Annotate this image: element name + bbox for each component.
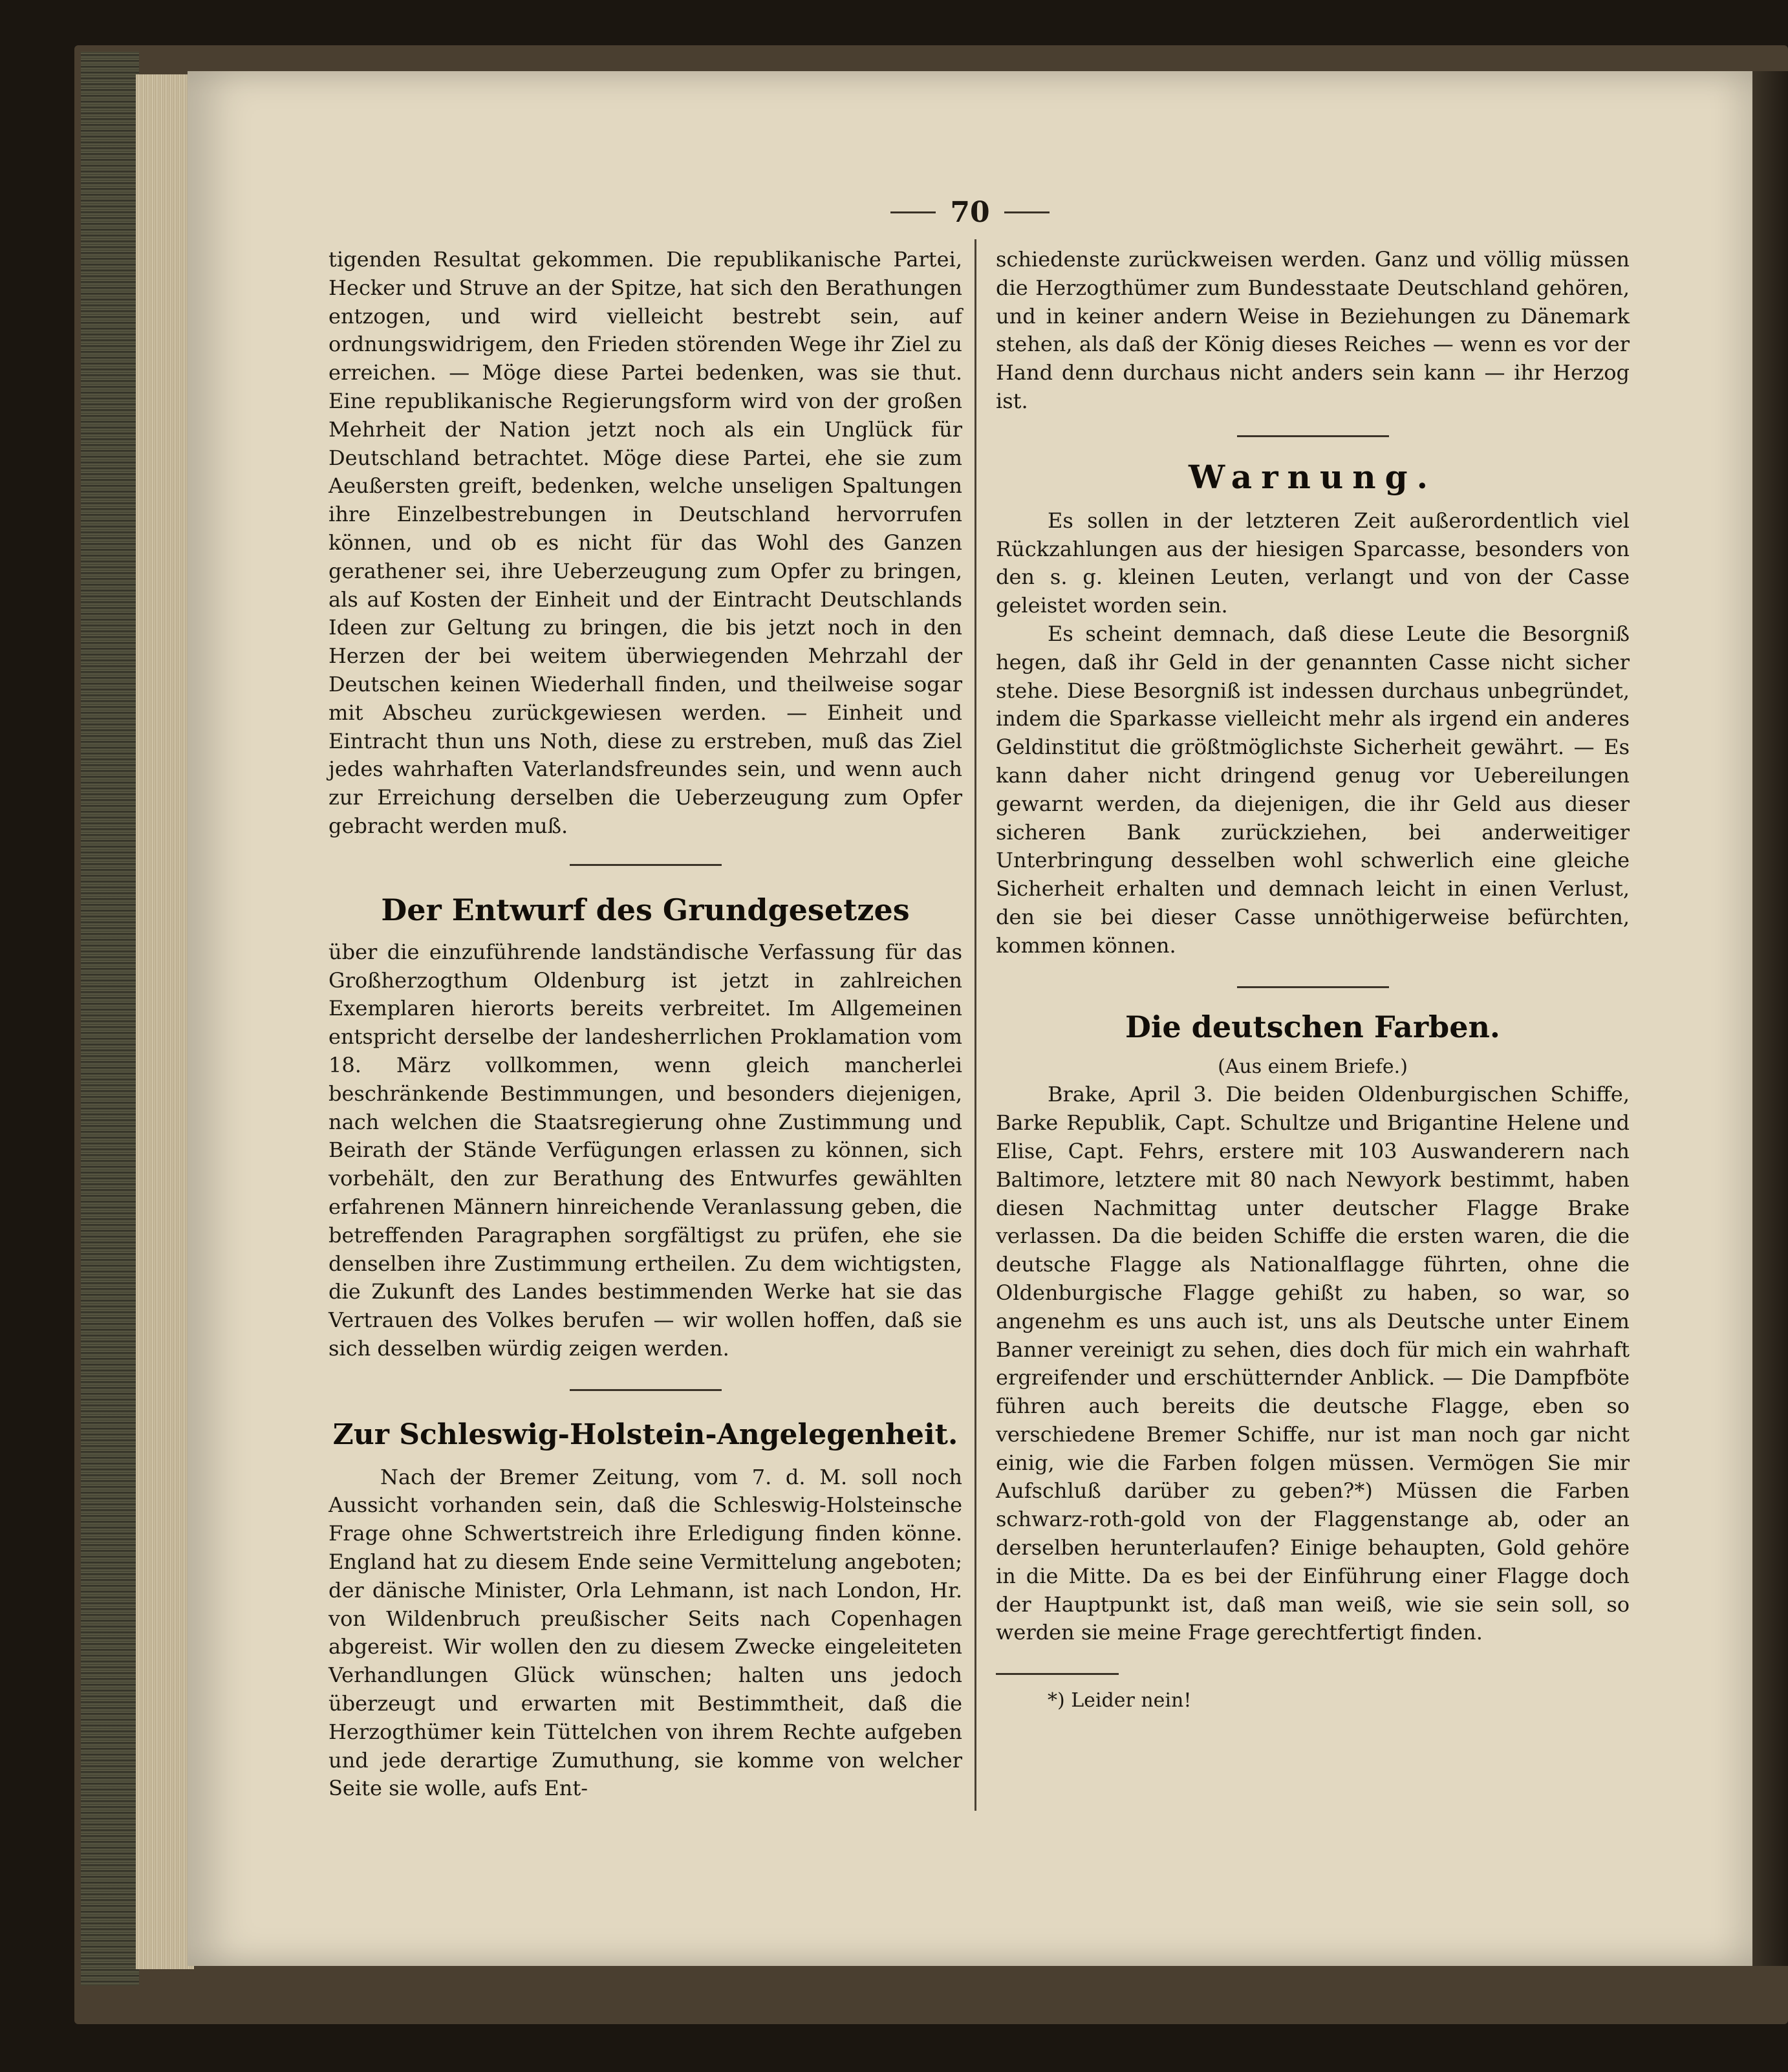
header-rule-left (890, 211, 936, 213)
section-separator (1237, 435, 1389, 437)
footnote-rule (996, 1673, 1119, 1675)
column-divider (975, 239, 976, 1811)
left-column (329, 246, 962, 1803)
farben-paragraph: Brake, April 3. Die beiden Oldenburgischen Schiffe, Barke Republik, Capt. Schultze und Brigantine Helene und Elise, Capt. Fehrs, erstere mit 103 Auswanderern nach Baltimore, letztere mit 80 nach Newyork bestimmt, haben diesen Nachmittag unter deutscher Flagge Brake verlassen. Da die beiden Schiffe die ersten waren, die die deutsche Flagge als Nationalflagge führten, ohne die Oldenburgische Flagge gehißt zu haben, so war, so angenehm es uns auch ist, uns als Deutsche unter Einem Banner vereinigt zu sehen, dies doch für mich ein wahrhaft ergreifender und erschütternder Anblick. — Die Dampfböte führen auch bereits die deutsche Flagge, eben so verschiedene Bremer Schiffe, nur ist man noch gar nicht einig, wie die Farben folgen müssen. Vermögen Sie mir Aufschluß darüber zu geben?*) Müssen die Farben schwarz-roth-gold von der Flaggenstange ab, oder an derselben herunterlaufen? Einige behaupten, Gold gehöre in die Mitte. Da es bei der Einführung einer Flagge doch der Hauptpunkt ist, daß man weiß, wie sie sein soll, so werden sie meine Frage gerechtfertigt finden. (996, 1082, 1630, 1645)
section-separator (570, 1389, 722, 1391)
section-separator (1237, 986, 1389, 988)
heading-warnung: Warnung. (1189, 457, 1437, 496)
grundgesetz-paragraph: über die einzuführende landständische Verfassung für das Großherzogthum Oldenburg ist jetzt in zahlreichen Exemplaren hierorts bereits verbreitet. Im Allgemeinen entspricht derselbe der landesherrlichen Proklamation vom 18. März vollkommen, wenn gleich mancherlei beschränkende Bestimmungen, und besonders diejenigen, nach welchen die Staatsregierung ohne Zustimmung und Beirath der Stände Verfügungen erlassen zu können, sich vorbehält, den zur Berathung des Entwurfes gewählten erfahrenen Männern hinreichende Veranlassung geben, die betreffenden Paragraphen sorgfältigst zu prüfen, ehe sie denselben ihre Zustimmung ertheilen. Zu dem wichtigsten, die Zukunft des Landes bestimmenden Werke hat sie das Vertrauen des Volkes berufen — wir wollen hoffen, daß sie sich desselben würdig zeigen werden. (329, 939, 962, 1361)
section-separator (570, 864, 722, 866)
footnote: *) Leider nein! (1048, 1689, 1192, 1712)
page-number: 70 (950, 195, 990, 229)
warnung-paragraph-1: Es sollen in der letzteren Zeit außerordentlich viel Rückzahlungen aus der hiesigen Sparcasse, besonders von den s. g. kleinen Leuten, verlangt und von der Casse geleistet worden sein. (996, 508, 1630, 618)
heading-schleswig-holstein: Zur Schleswig-Holstein-Angelegenheit. (332, 1418, 958, 1451)
page-header (841, 193, 1099, 232)
page-stack-edge (136, 74, 194, 1969)
heading-grundgesetz: Der Entwurf des Grundgesetzes (381, 892, 910, 927)
schleswig-holstein-paragraph: Nach der Bremer Zeitung, vom 7. d. M. soll noch Aussicht vorhanden sein, daß die Schleswig-Holsteinsche Frage ohne Schwertstreich ihre Erledigung finden könne. England hat zu diesem Ende seine Vermittelung angeboten; der dänische Minister, Orla Lehmann, ist nach London, Hr. von Wildenbruch preußischer Seits nach Copenhagen abgereist. Wir wollen den zu diesem Zwecke eingeleiteten Verhandlungen Glück wünschen; halten uns jedoch überzeugt und erwarten mit Bestimmtheit, daß die Herzogthümer kein Tüttelchen von ihrem Rechte aufgeben und jede derartige Zumuthung, sie komme von welcher Seite sie wolle, aufs Ent- (329, 1464, 962, 1801)
right-column (996, 246, 1630, 1715)
marbled-cover-edge (81, 52, 139, 1985)
article-continuation-paragraph: tigenden Resultat gekommen. Die republikanische Partei, Hecker und Struve an der Spitze, hat sich den Berathungen entzogen, und wird vielleicht bestrebt sein, auf ordnungswidrigem, den Frieden störenden Wege ihr Ziel zu erreichen. — Möge diese Partei bedenken, was sie thut. Eine republikanische Regierungsform wird von der großen Mehrheit der Nation jetzt noch als ein Unglück für Deutschland betrachtet. Möge diese Partei, ehe sie zum Aeußersten greift, bedenken, welche unseligen Spaltungen ihre Einzelbestrebungen in Deutschland hervorrufen können, und ob es nicht für das Wohl des Ganzen gerathener sei, ihre Ueberzeugung zum Opfer zu bringen, als auf Kosten der Einheit und der Eintracht Deutschlands Ideen zur Geltung zu bringen, die bis jetzt noch in den Herzen der bei weitem überwiegenden Mehrzahl der Deutschen keinen Wiederhall finden, und theilweise sogar mit Abscheu zurückgewiesen werden. — Einheit und Eintracht thun uns Noth, diese zu erstreben, muß das Ziel jedes wahrhaften Vaterlandsfreundes sein, und wenn auch zur Erreichung derselben die Ueberzeugung zum Opfer gebracht werden muß. (329, 247, 962, 838)
article-end-paragraph: schiedenste zurückweisen werden. Ganz und völlig müssen die Herzogthümer zum Bundesstaate Deutschland gehören, und in keiner andern Weise in Beziehungen zu Dänemark stehen, als daß der König dieses Reiches — wenn es vor der Hand denn durchaus nicht anders sein kann — ihr Herzog ist. (996, 247, 1630, 413)
warnung-paragraph-2: Es scheint demnach, daß diese Leute die Besorgniß hegen, daß ihr Geld in der genannten Casse nicht sicher stehe. Diese Besorgniß ist indessen durchaus unbegründet, indem die Sparkasse vielleicht mehr als irgend ein anderes Geldinstitut die größtmöglichste Sicherheit gewährt. — Es kann daher nicht dringend genug vor Uebereilungen gewarnt werden, da diejenigen, die ihr Geld aus dieser sicheren Bank zurückziehen, bei anderweitiger Unterbringung desselben wohl schwerlich eine gleiche Sicherheit erhalten und demnach leicht in einen Verlust, den sie bei dieser Casse unnöthigerweise befürchten, kommen können. (996, 621, 1630, 958)
header-rule-right (1004, 211, 1050, 213)
facing-page-edge (1752, 71, 1788, 1966)
letter-subheading: (Aus einem Briefe.) (1218, 1055, 1408, 1078)
heading-deutsche-farben: Die deutschen Farben. (1125, 1009, 1500, 1044)
